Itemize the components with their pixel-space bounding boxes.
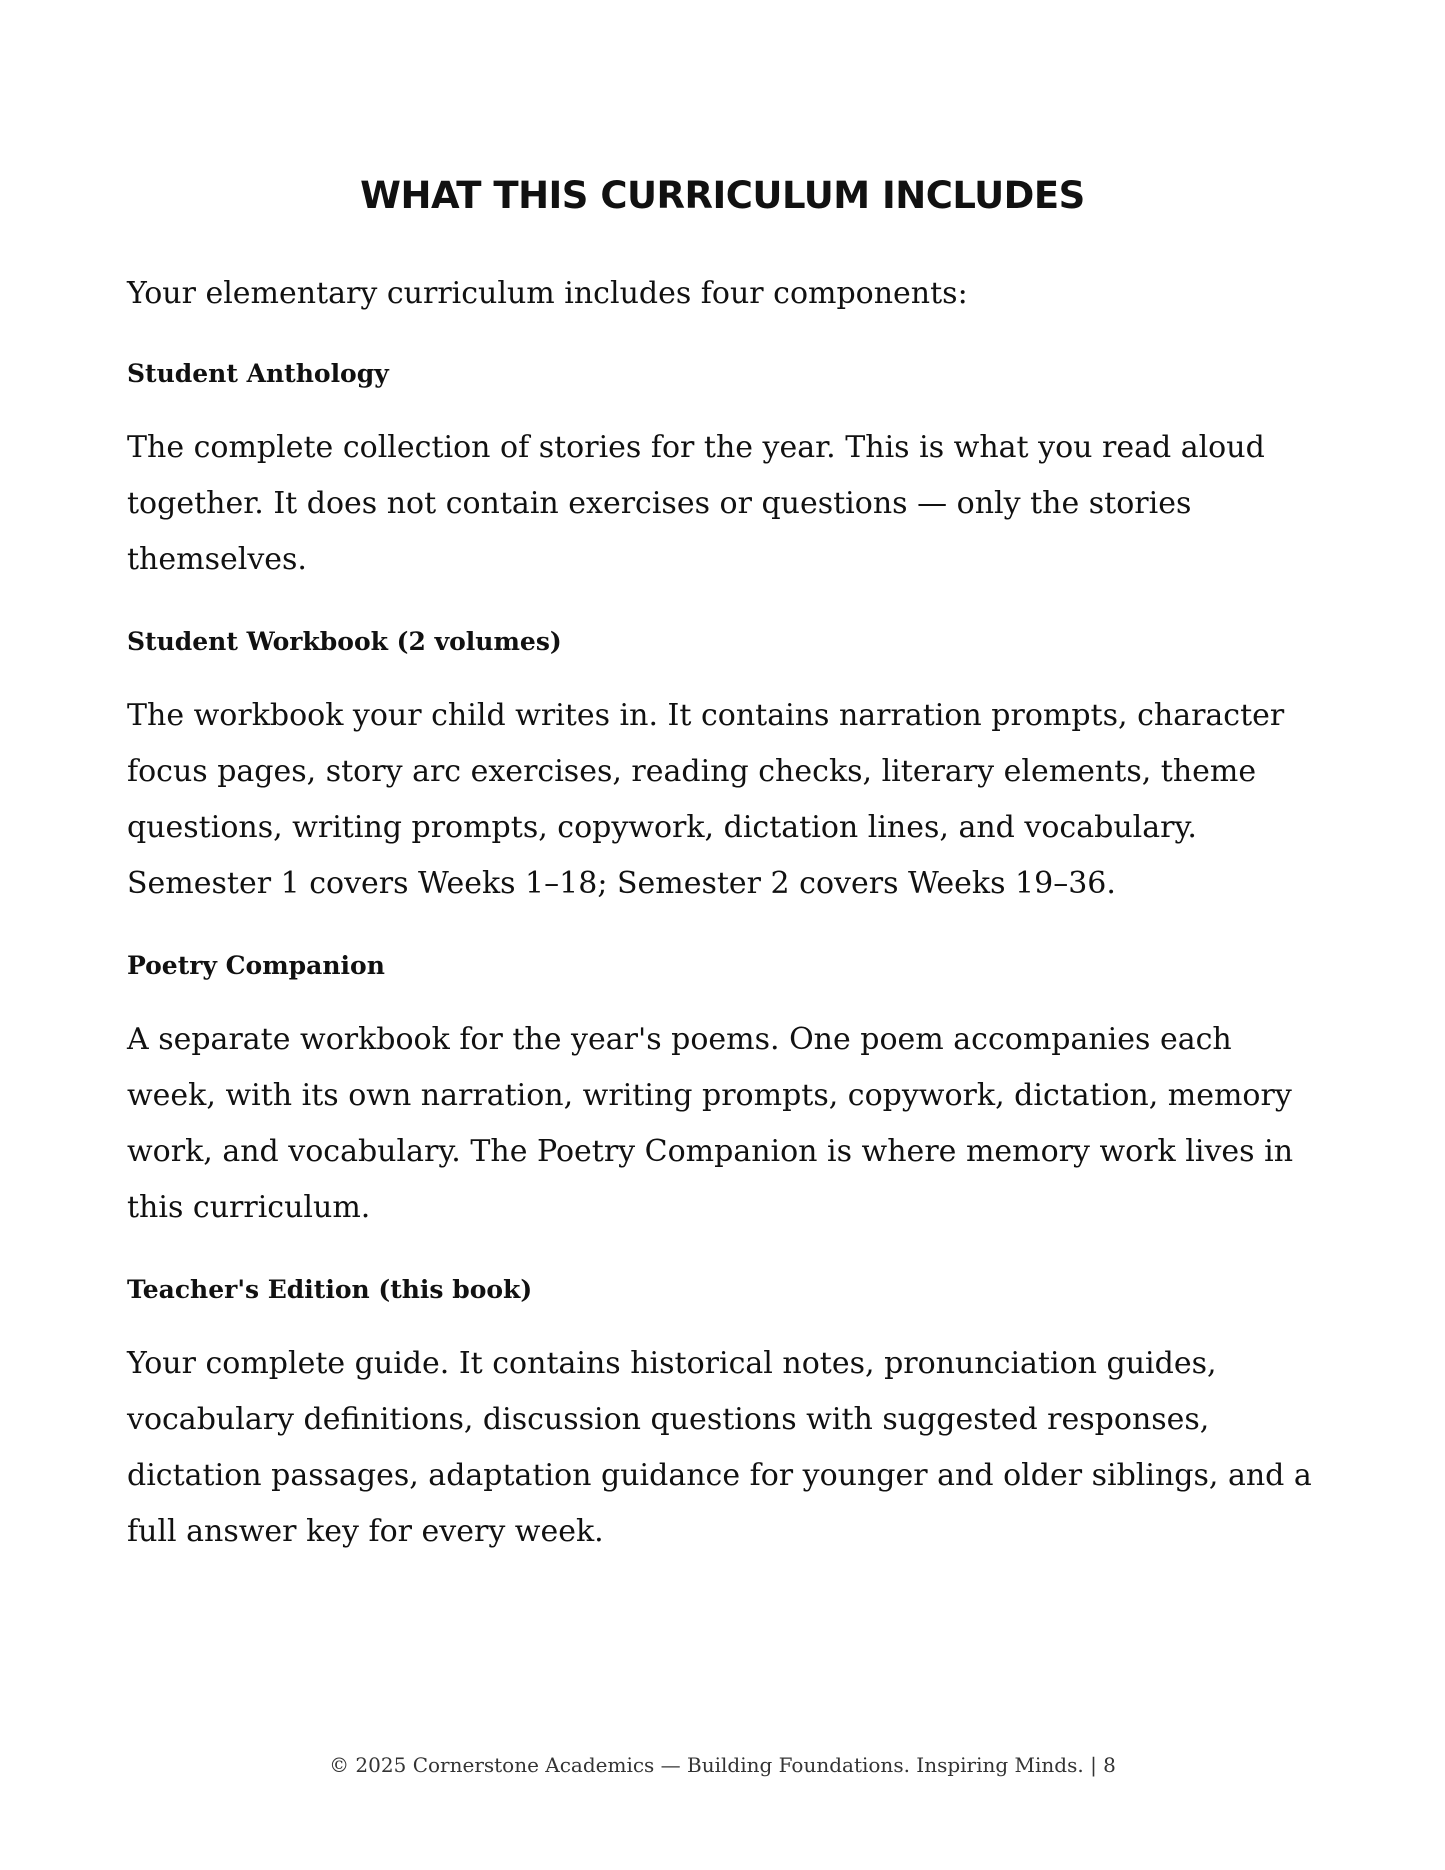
section-heading: Student Workbook (2 volumes) — [127, 627, 562, 656]
section-body: The workbook your child writes in. It contains narration prompts, character focus pages, story arc exercises, reading checks, literary elements, theme questions, writing prompts, copywork, dictation lines, and vocabulary. Semester 1 covers Weeks 1–18; Semester 2 covers Weeks 19–36. — [127, 698, 1285, 901]
intro-paragraph: Your elementary curriculum includes four components: — [127, 276, 968, 311]
page-title: WHAT THIS CURRICULUM INCLUDES — [360, 174, 1085, 217]
section-body: The complete collection of stories for the year. This is what you read aloud together. It does not contain exercises or questions — only the stories themselves. — [127, 430, 1265, 577]
section-student-anthology — [127, 354, 1327, 588]
section-heading: Teacher's Edition (this book) — [127, 1275, 533, 1304]
section-student-workbook — [127, 622, 1327, 912]
section-poetry-companion — [127, 946, 1327, 1236]
page-footer: © 2025 Cornerstone Academics — Building Foundations. Inspiring Minds. | 8 — [329, 1753, 1116, 1777]
section-heading: Student Anthology — [127, 359, 389, 388]
section-teachers-edition — [127, 1270, 1327, 1560]
section-body: A separate workbook for the year's poems. One poem accompanies each week, with its own narration, writing prompts, copywork, dictation, memory work, and vocabulary. The Poetry Companion is where memory work lives in this curriculum. — [127, 1022, 1294, 1225]
page-content — [127, 266, 1327, 1594]
section-body: Your complete guide. It contains historical notes, pronunciation guides, vocabulary definitions, discussion questions with suggested responses, dictation passages, adaptation guidance for younger and older siblings, and a full answer key for every week. — [127, 1346, 1312, 1549]
section-heading: Poetry Companion — [127, 951, 385, 980]
